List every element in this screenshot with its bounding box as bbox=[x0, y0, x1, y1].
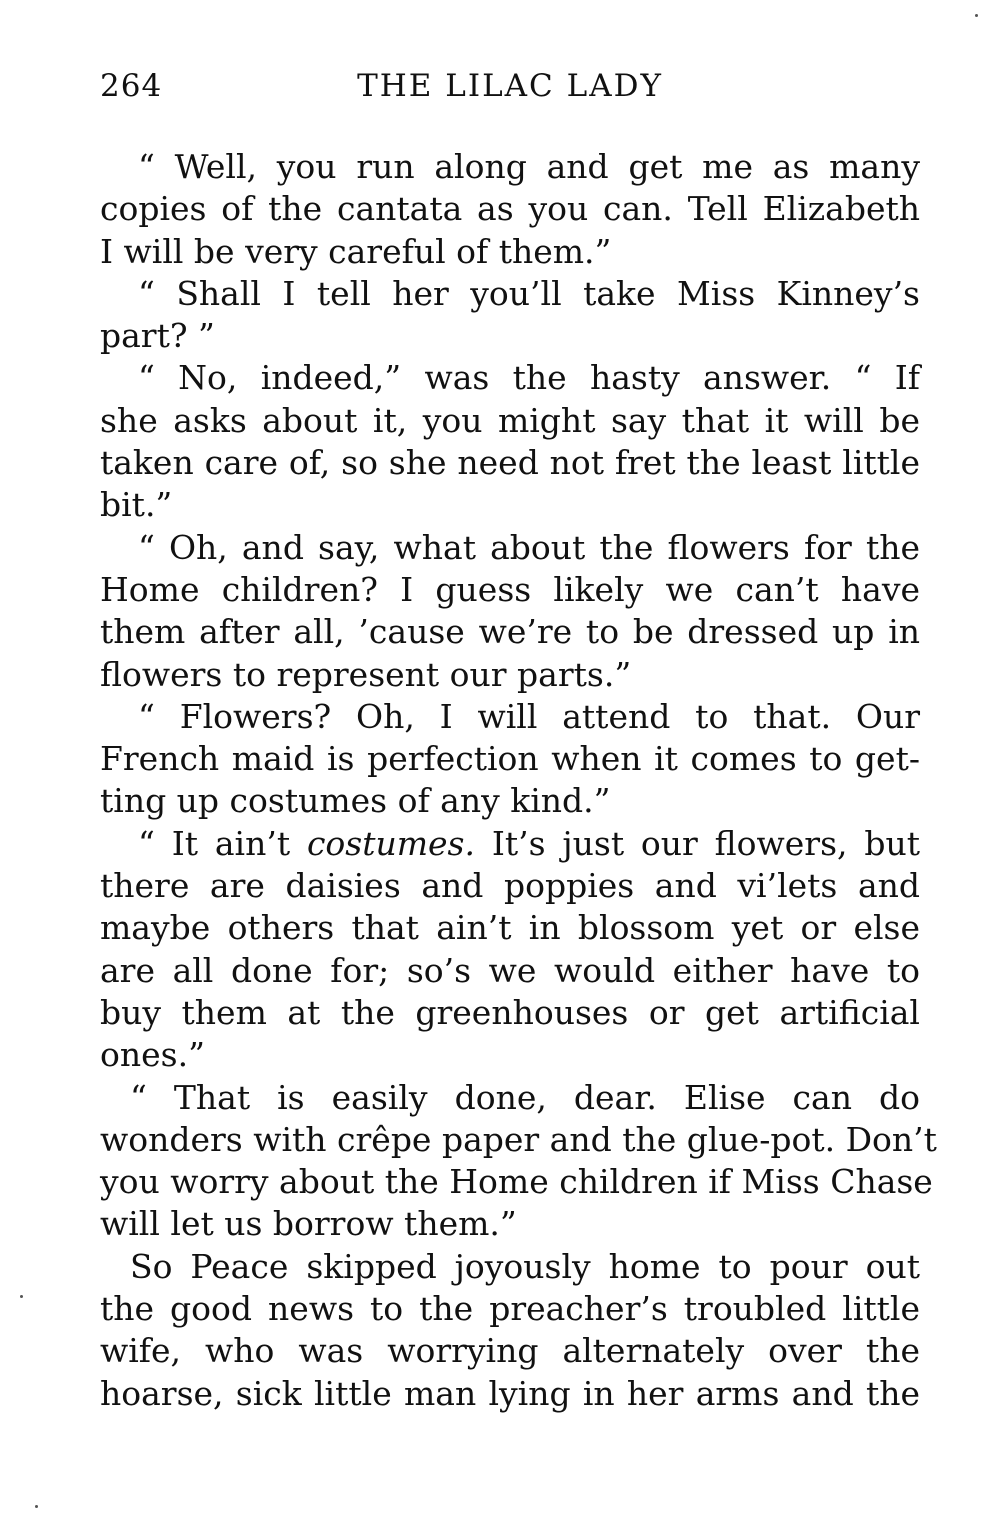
text-line: “ Well, you run along and get me as many bbox=[138, 147, 920, 186]
text-run: It’s just our flowers, but bbox=[474, 823, 920, 863]
text-line: them after all, ’cause we’re to be dressed up in bbox=[100, 612, 920, 652]
text-line: taken care of, so she need not fret the least little bbox=[100, 443, 920, 483]
text-line: ones.” bbox=[100, 1035, 205, 1075]
text-line: maybe others that ain’t in blossom yet or else bbox=[100, 908, 920, 948]
text-line: part? ” bbox=[100, 316, 215, 356]
text-line: the good news to the preacher’s troubled little bbox=[100, 1289, 920, 1329]
text-line: “ That is easily done, dear. Elise can do bbox=[130, 1077, 920, 1117]
text-line-mixed bbox=[100, 823, 920, 865]
text-line: there are daisies and poppies and vi’lets and bbox=[100, 866, 920, 906]
text-line: wonders with crêpe paper and the glue-pot. Don’t bbox=[100, 1119, 937, 1159]
body-text bbox=[100, 146, 937, 1415]
scan-speck bbox=[35, 1505, 38, 1508]
running-title: THE LILAC LADY bbox=[357, 68, 663, 104]
text-line: “ Oh, and say, what about the flowers for the bbox=[138, 527, 920, 567]
text-line: flowers to represent our parts.” bbox=[100, 654, 632, 694]
text-line: “ Flowers? Oh, I will attend to that. Our bbox=[138, 696, 920, 736]
scan-speck bbox=[20, 1295, 23, 1298]
text-line: will let us borrow them.” bbox=[100, 1204, 517, 1244]
text-line: I will be very careful of them.” bbox=[100, 231, 612, 271]
text-line: French maid is perfection when it comes to get- bbox=[100, 739, 920, 779]
text-line: So Peace skipped joyously home to pour out bbox=[130, 1246, 920, 1286]
italic-word: costumes. bbox=[306, 823, 475, 863]
scan-speck bbox=[975, 14, 978, 17]
text-line: “ No, indeed,” was the hasty answer. “ If bbox=[138, 358, 920, 398]
text-line: wife, who was worrying alternately over the bbox=[100, 1331, 920, 1371]
text-line: Home children? I guess likely we can’t have bbox=[100, 569, 920, 609]
text-run: “ It ain’t bbox=[138, 823, 307, 863]
text-line: copies of the cantata as you can. Tell Elizabeth bbox=[100, 189, 920, 229]
text-line: you worry about the Home children if Miss Chase bbox=[100, 1162, 933, 1202]
text-line: bit.” bbox=[100, 485, 173, 525]
page-number: 264 bbox=[100, 68, 163, 104]
text-line: she asks about it, you might say that it will be bbox=[100, 400, 920, 440]
text-line: “ Shall I tell her you’ll take Miss Kinney’s bbox=[138, 273, 920, 313]
text-line: are all done for; so’s we would either have to bbox=[100, 950, 920, 990]
text-line: hoarse, sick little man lying in her arms and the bbox=[100, 1373, 920, 1413]
text-line: buy them at the greenhouses or get artificial bbox=[100, 992, 920, 1032]
page-header bbox=[100, 68, 920, 118]
text-line: ting up costumes of any kind.” bbox=[100, 781, 611, 821]
